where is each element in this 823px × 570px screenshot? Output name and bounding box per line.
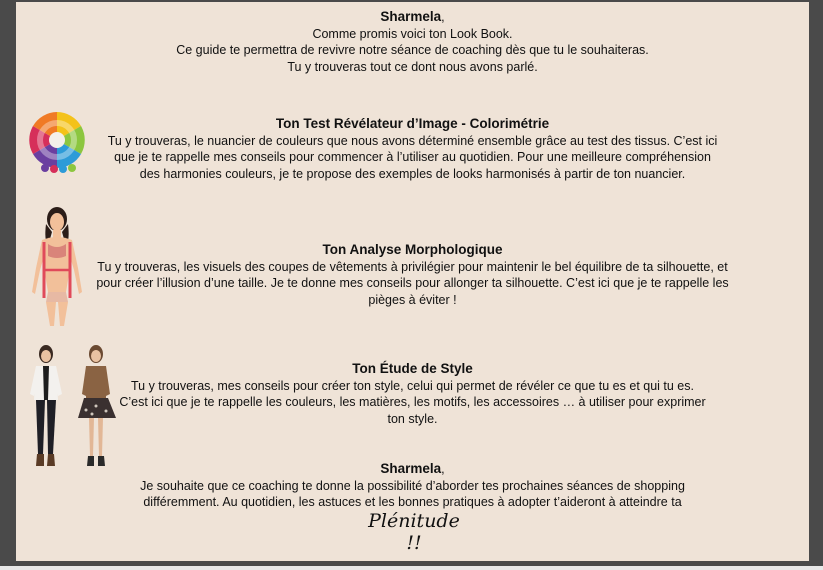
intro-name: Sharmela [380, 9, 442, 24]
closing-name: Sharmela [380, 461, 442, 476]
intro-line: Ce guide te permettra de revivre notre séance de coaching dès que tu le souhaiteras. [176, 43, 649, 57]
section-title: Ton Test Révélateur d’Image - Colorimétrie [275, 116, 550, 131]
section-text: Tu y trouveras, les visuels des coupes de vêtements à privilégier pour maintenir le bel équilibre de ta silhouette, et pour créer l’illusion d’une taille. Je te donne mes conseils pour allonger ta silhouette. C’est ici que je te rappelle les pièges à éviter ! [96, 259, 729, 307]
section-style [16, 361, 809, 427]
section-morphologie [16, 242, 809, 308]
section-text: Tu y trouveras, le nuancier de couleurs que nous avons déterminé ensemble grâce au test des tissus. C’est ici que je te rappelle mes conseils pour commencer à l’utiliser au quotidien. Pour une meilleure compréhension des harmonies couleurs, je te propose des exemples de looks harmonisés à partir de ton nuancier. [107, 133, 718, 181]
section-text: Tu y trouveras, mes conseils pour créer ton style, celui qui permet de révéler ce que tu es et qui tu es. C’est ici que je te rappelle les couleurs, les matières, les motifs, les accessoires … à utiliser pour exprimer ton style. [119, 378, 706, 426]
closing-block [16, 461, 809, 511]
closing-name-suffix: , [441, 462, 445, 476]
intro-block [16, 9, 809, 75]
section-colorimetrie [16, 116, 809, 182]
document-page [16, 2, 809, 561]
intro-line: Comme promis voici ton Look Book. [312, 26, 513, 41]
intro-line: Tu y trouveras tout ce dont nous avons parlé. [287, 59, 538, 74]
section-title: Ton Analyse Morphologique [322, 242, 503, 257]
signature: Plénitude !! [368, 510, 460, 554]
intro-name-suffix: , [441, 10, 445, 24]
bottom-strip [0, 566, 823, 570]
closing-text: Je souhaite que ce coaching te donne la possibilité d’aborder tes prochaines séances de shopping différemment. Au quotidien, les astuces et les bonnes pratiques à adopter t’aideront à atteindre ta [140, 478, 685, 509]
section-title: Ton Étude de Style [352, 361, 473, 376]
